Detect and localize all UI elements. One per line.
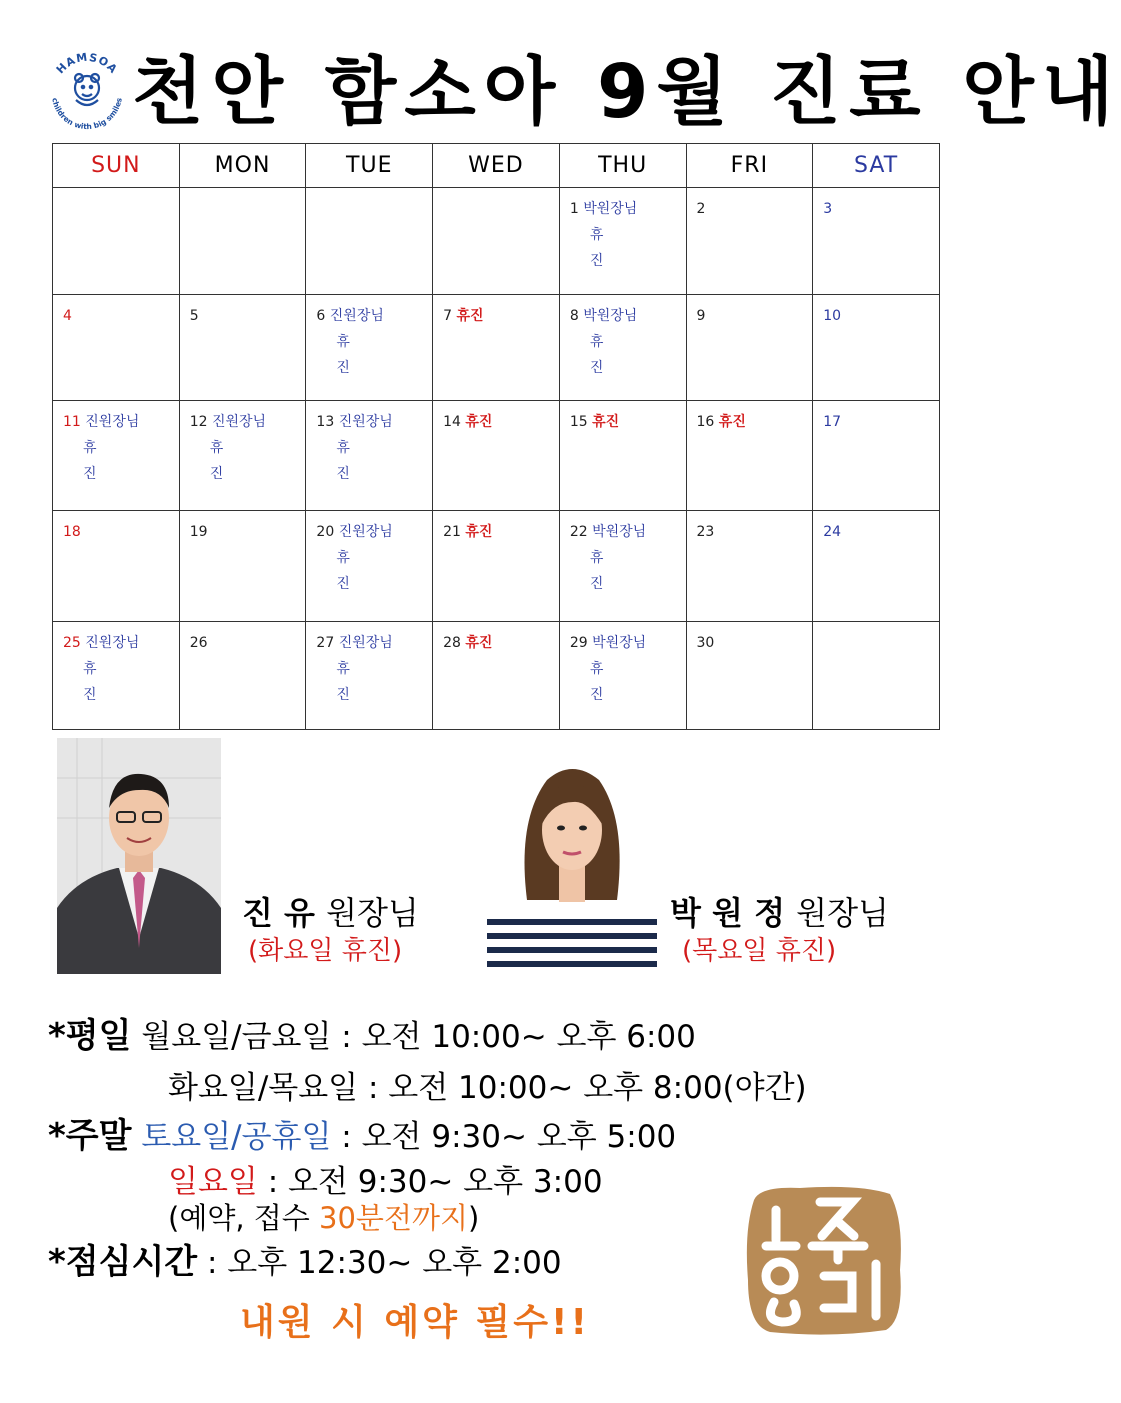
day-number: 10 bbox=[823, 308, 842, 324]
calendar-day-cell bbox=[433, 622, 560, 730]
day-number: 18 bbox=[63, 524, 81, 540]
calendar-day-cell bbox=[306, 295, 433, 401]
weekday-heading: *평일 bbox=[48, 1016, 132, 1056]
calendar-day-cell bbox=[433, 188, 560, 295]
calendar-day-cell bbox=[559, 188, 686, 295]
clinic-closed-label: 휴진 bbox=[456, 308, 484, 324]
calendar-day-cell bbox=[559, 511, 686, 622]
day-number: 4 bbox=[63, 308, 72, 324]
weekday-line-1 bbox=[48, 1008, 696, 1057]
calendar-day-cell bbox=[813, 295, 940, 401]
closed-label: 휴 진 bbox=[589, 661, 634, 703]
lunch-heading: *점심시간 bbox=[48, 1242, 198, 1282]
doctor-off-label: 박원장님 bbox=[592, 635, 647, 651]
closed-label: 휴 진 bbox=[83, 661, 127, 703]
calendar-day-cell bbox=[306, 511, 433, 622]
doctor-off-label: 진원장님 bbox=[329, 308, 384, 324]
doctor-off-label: 진원장님 bbox=[85, 414, 140, 430]
calendar-day-cell bbox=[686, 188, 813, 295]
calendar-day-cell bbox=[433, 511, 560, 622]
calendar-day-cell bbox=[179, 188, 306, 295]
day-number: 17 bbox=[823, 414, 842, 430]
svg-text:children with big smiles bbox=[50, 96, 124, 131]
doctor-jin-label bbox=[242, 888, 419, 934]
doctor-jin-title: 원장님 bbox=[326, 894, 419, 932]
calendar-week-row bbox=[53, 511, 940, 622]
reserve-post: ) bbox=[468, 1201, 480, 1235]
logo-text: HAMSOA bbox=[53, 50, 121, 77]
day-number: 27 bbox=[316, 635, 335, 651]
page-title: 천안 함소아 9월 진료 안내 bbox=[132, 49, 1121, 135]
doctor-jin-note: (화요일 휴진) bbox=[248, 936, 403, 966]
weekday-fri: FRI bbox=[686, 144, 813, 188]
weekday-thu: THU bbox=[559, 144, 686, 188]
closed-label: 휴 진 bbox=[209, 440, 254, 482]
lunch-time: : 오후 12:30~ 오후 2:00 bbox=[197, 1245, 562, 1281]
weekday-sat: SAT bbox=[813, 144, 940, 188]
clinic-closed-label: 휴진 bbox=[465, 414, 493, 430]
weekday-line-2 bbox=[168, 1062, 807, 1107]
doctor-off-label: 진원장님 bbox=[338, 524, 393, 540]
calendar-week-row bbox=[53, 295, 940, 401]
calendar-day-cell bbox=[686, 622, 813, 730]
calendar-day-cell bbox=[813, 511, 940, 622]
day-number: 1 bbox=[569, 201, 579, 217]
closed-label: 휴 진 bbox=[336, 661, 380, 703]
hamso-seal-icon bbox=[740, 1180, 908, 1338]
day-number: 29 bbox=[569, 635, 588, 651]
calendar-day-cell bbox=[306, 401, 433, 511]
weekday-mon: MON bbox=[179, 144, 306, 188]
reserve-mid: 30분전까지 bbox=[319, 1201, 468, 1235]
calendar-day-cell bbox=[53, 295, 180, 401]
weekday-line2-time: : 오전 10:00~ 오후 8:00(야간) bbox=[358, 1070, 807, 1106]
calendar-day-cell bbox=[179, 295, 306, 401]
day-number: 21 bbox=[443, 524, 461, 540]
weekday-header-row bbox=[53, 144, 940, 188]
day-number: 6 bbox=[316, 308, 326, 324]
doctor-park-photo bbox=[487, 740, 657, 974]
hamsoa-logo bbox=[46, 50, 128, 132]
day-number: 13 bbox=[316, 414, 335, 430]
clinic-closed-label: 휴진 bbox=[465, 524, 493, 540]
weekend-line-1 bbox=[48, 1108, 676, 1157]
calendar-week-row bbox=[53, 188, 940, 295]
svg-text:HAMSOA bbox=[54, 51, 120, 77]
doctor-off-label: 진원장님 bbox=[338, 414, 393, 430]
calendar-table bbox=[52, 143, 940, 730]
calendar-day-cell bbox=[433, 401, 560, 511]
doctor-off-label: 진원장님 bbox=[211, 414, 267, 430]
day-number: 24 bbox=[823, 524, 842, 540]
day-number: 26 bbox=[189, 635, 208, 651]
clinic-closed-label: 휴진 bbox=[592, 414, 620, 430]
closed-label: 휴 진 bbox=[336, 550, 380, 592]
day-number: 28 bbox=[443, 635, 461, 651]
doctor-off-label: 박원장님 bbox=[592, 524, 647, 540]
day-number: 22 bbox=[569, 524, 588, 540]
calendar-day-cell bbox=[813, 622, 940, 730]
doctor-off-label: 진원장님 bbox=[338, 635, 393, 651]
weekend-line2-time: : 오전 9:30~ 오후 3:00 bbox=[257, 1164, 603, 1200]
weekend-heading: *주말 bbox=[48, 1116, 132, 1156]
calendar-day-cell bbox=[813, 188, 940, 295]
closed-label: 휴 진 bbox=[589, 227, 634, 269]
calendar-day-cell bbox=[53, 188, 180, 295]
reservation-required-notice: 내원 시 예약 필수!! bbox=[240, 1302, 590, 1343]
weekday-line2-days: 화요일/목요일 bbox=[168, 1070, 359, 1106]
reservation-note bbox=[168, 1196, 479, 1237]
day-number: 12 bbox=[189, 414, 208, 430]
doctor-park-note: (목요일 휴진) bbox=[682, 936, 837, 966]
logo-tagline: children with big smiles bbox=[50, 97, 124, 132]
calendar-day-cell bbox=[306, 188, 433, 295]
lunch-line bbox=[48, 1234, 562, 1283]
day-number: 23 bbox=[696, 524, 715, 540]
weekend-line-2 bbox=[168, 1156, 603, 1201]
doctor-park-label bbox=[670, 888, 889, 934]
weekday-wed: WED bbox=[433, 144, 560, 188]
calendar-day-cell bbox=[813, 401, 940, 511]
clinic-closed-label: 휴진 bbox=[718, 414, 746, 430]
calendar-day-cell bbox=[686, 295, 813, 401]
calendar-day-cell bbox=[433, 295, 560, 401]
day-number: 7 bbox=[443, 308, 453, 324]
day-number: 19 bbox=[189, 524, 208, 540]
day-number: 5 bbox=[189, 308, 199, 324]
closed-label: 휴 진 bbox=[83, 440, 127, 482]
day-number: 14 bbox=[443, 414, 461, 430]
day-number: 30 bbox=[696, 635, 715, 651]
reserve-pre: (예약, 접수 bbox=[168, 1201, 320, 1235]
day-number: 16 bbox=[696, 414, 715, 430]
calendar-day-cell bbox=[559, 622, 686, 730]
weekday-sun: SUN bbox=[53, 144, 180, 188]
calendar-day-cell bbox=[179, 511, 306, 622]
doctor-jin-photo bbox=[57, 738, 221, 974]
day-number: 9 bbox=[696, 308, 706, 324]
calendar-week-row bbox=[53, 401, 940, 511]
doctor-off-label: 박원장님 bbox=[583, 201, 638, 217]
calendar-day-cell bbox=[686, 401, 813, 511]
weekend-line2-days: 일요일 bbox=[168, 1164, 258, 1200]
weekend-line1-time: : 오전 9:30~ 오후 5:00 bbox=[331, 1119, 677, 1155]
calendar-day-cell bbox=[53, 622, 180, 730]
calendar-day-cell bbox=[686, 511, 813, 622]
clinic-closed-label: 휴진 bbox=[465, 635, 493, 651]
closed-label: 휴 진 bbox=[589, 334, 634, 376]
doctor-park-title: 원장님 bbox=[796, 894, 889, 932]
calendar-day-cell bbox=[53, 511, 180, 622]
doctor-off-label: 박원장님 bbox=[583, 308, 638, 324]
closed-label: 휴 진 bbox=[336, 440, 380, 482]
weekend-line1-days: 토요일/공휴일 bbox=[141, 1119, 332, 1155]
doctor-off-label: 진원장님 bbox=[85, 635, 140, 651]
day-number: 15 bbox=[569, 414, 588, 430]
day-number: 11 bbox=[63, 414, 81, 430]
day-number: 3 bbox=[823, 201, 833, 217]
day-number: 25 bbox=[63, 635, 81, 651]
weekday-line1-time: : 오전 10:00~ 오후 6:00 bbox=[331, 1019, 696, 1055]
calendar-day-cell bbox=[53, 401, 180, 511]
calendar-day-cell bbox=[559, 401, 686, 511]
hamster-icon bbox=[75, 74, 99, 105]
calendar-day-cell bbox=[559, 295, 686, 401]
day-number: 20 bbox=[316, 524, 335, 540]
calendar-day-cell bbox=[179, 401, 306, 511]
calendar-day-cell bbox=[179, 622, 306, 730]
weekday-line1-days: 월요일/금요일 bbox=[141, 1019, 332, 1055]
doctor-jin-name: 진 유 bbox=[242, 894, 315, 932]
weekday-tue: TUE bbox=[306, 144, 433, 188]
calendar-week-row bbox=[53, 622, 940, 730]
closed-label: 휴 진 bbox=[336, 334, 380, 376]
day-number: 8 bbox=[569, 308, 579, 324]
calendar-day-cell bbox=[306, 622, 433, 730]
closed-label: 휴 진 bbox=[589, 550, 634, 592]
day-number: 2 bbox=[696, 201, 706, 217]
doctor-park-name: 박 원 정 bbox=[670, 894, 786, 932]
